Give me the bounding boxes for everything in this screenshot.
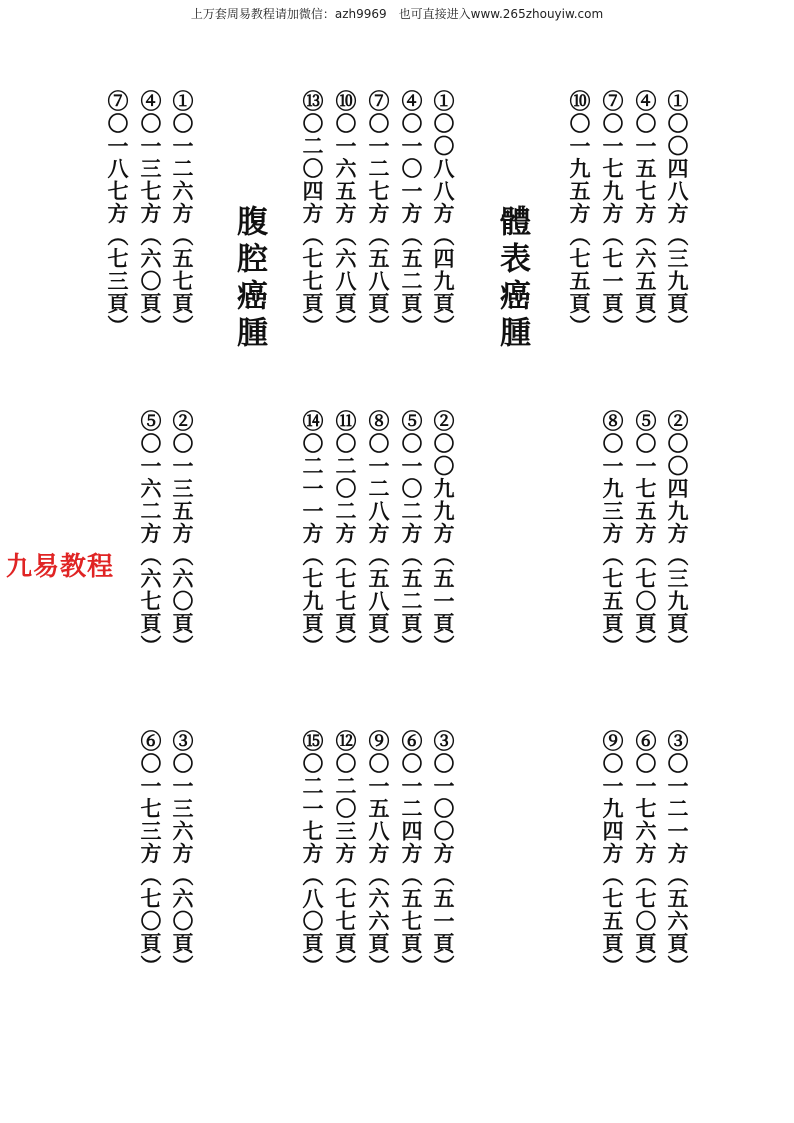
entry-col: ⑥〇一二四方（五七頁） — [399, 730, 424, 978]
entry-col: ⑪〇二〇二方（七七頁） — [333, 410, 358, 658]
entry-col: ①〇〇八八方（四九頁） — [431, 90, 456, 338]
entry-col: ⑦〇一八七方（七三頁） — [105, 90, 130, 338]
entry-col: ⑫〇二〇三方（七七頁） — [333, 730, 358, 978]
entry-col: ⑥〇一七三方（七〇頁） — [138, 730, 163, 978]
entry-col: ③〇一〇〇方（五一頁） — [431, 730, 456, 978]
entry-col: ⑩〇一九五方（七五頁） — [567, 90, 592, 338]
entry-col: ⑨〇一九四方（七五頁） — [600, 730, 625, 978]
entry-col: ⑧〇一二八方（五八頁） — [366, 410, 391, 658]
entry-col: ⑩〇一六五方（六八頁） — [333, 90, 358, 338]
entry-col: ③〇一二一方（五六頁） — [665, 730, 690, 978]
entry-col: ⑨〇一五八方（六六頁） — [366, 730, 391, 978]
entry-col: ⑥〇一七六方（七〇頁） — [633, 730, 658, 978]
entry-col: ④〇一五七方（六五頁） — [633, 90, 658, 338]
entry-col: ②〇一三五方（六〇頁） — [170, 410, 195, 658]
entry-col: ⑧〇一九三方（七五頁） — [600, 410, 625, 658]
entry-col: ⑦〇一二七方（五八頁） — [366, 90, 391, 338]
entry-col: ④〇一〇一方（五二頁） — [399, 90, 424, 338]
heading-abdominal-cancer: 腹腔癌腫 — [231, 205, 267, 353]
top-banner: 上万套周易教程请加微信：azh9969 也可直接进入www.265zhouyiw.com — [190, 7, 604, 21]
entry-col: ⑬〇二〇四方（七七頁） — [300, 90, 325, 338]
entry-col: ②〇〇九九方（五一頁） — [431, 410, 456, 658]
entry-col: ⑤〇一七五方（七〇頁） — [633, 410, 658, 658]
entry-col: ①〇〇四八方（三九頁） — [665, 90, 690, 338]
entry-col: ①〇一二六方（五七頁） — [170, 90, 195, 338]
entry-col: ⑤〇一六二方（六七頁） — [138, 410, 163, 658]
entry-col: ⑭〇二一一方（七九頁） — [300, 410, 325, 658]
entry-col: ⑮〇二一七方（八〇頁） — [300, 730, 325, 978]
entry-col: ②〇〇四九方（三九頁） — [665, 410, 690, 658]
entry-col: ③〇一三六方（六〇頁） — [170, 730, 195, 978]
watermark-logo: 九易教程 — [6, 552, 115, 582]
entry-col: ④〇一三七方（六〇頁） — [138, 90, 163, 338]
entry-col: ⑤〇一〇二方（五二頁） — [399, 410, 424, 658]
heading-body-surface-cancer: 體表癌腫 — [494, 205, 530, 353]
entry-col: ⑦〇一七九方（七一頁） — [600, 90, 625, 338]
